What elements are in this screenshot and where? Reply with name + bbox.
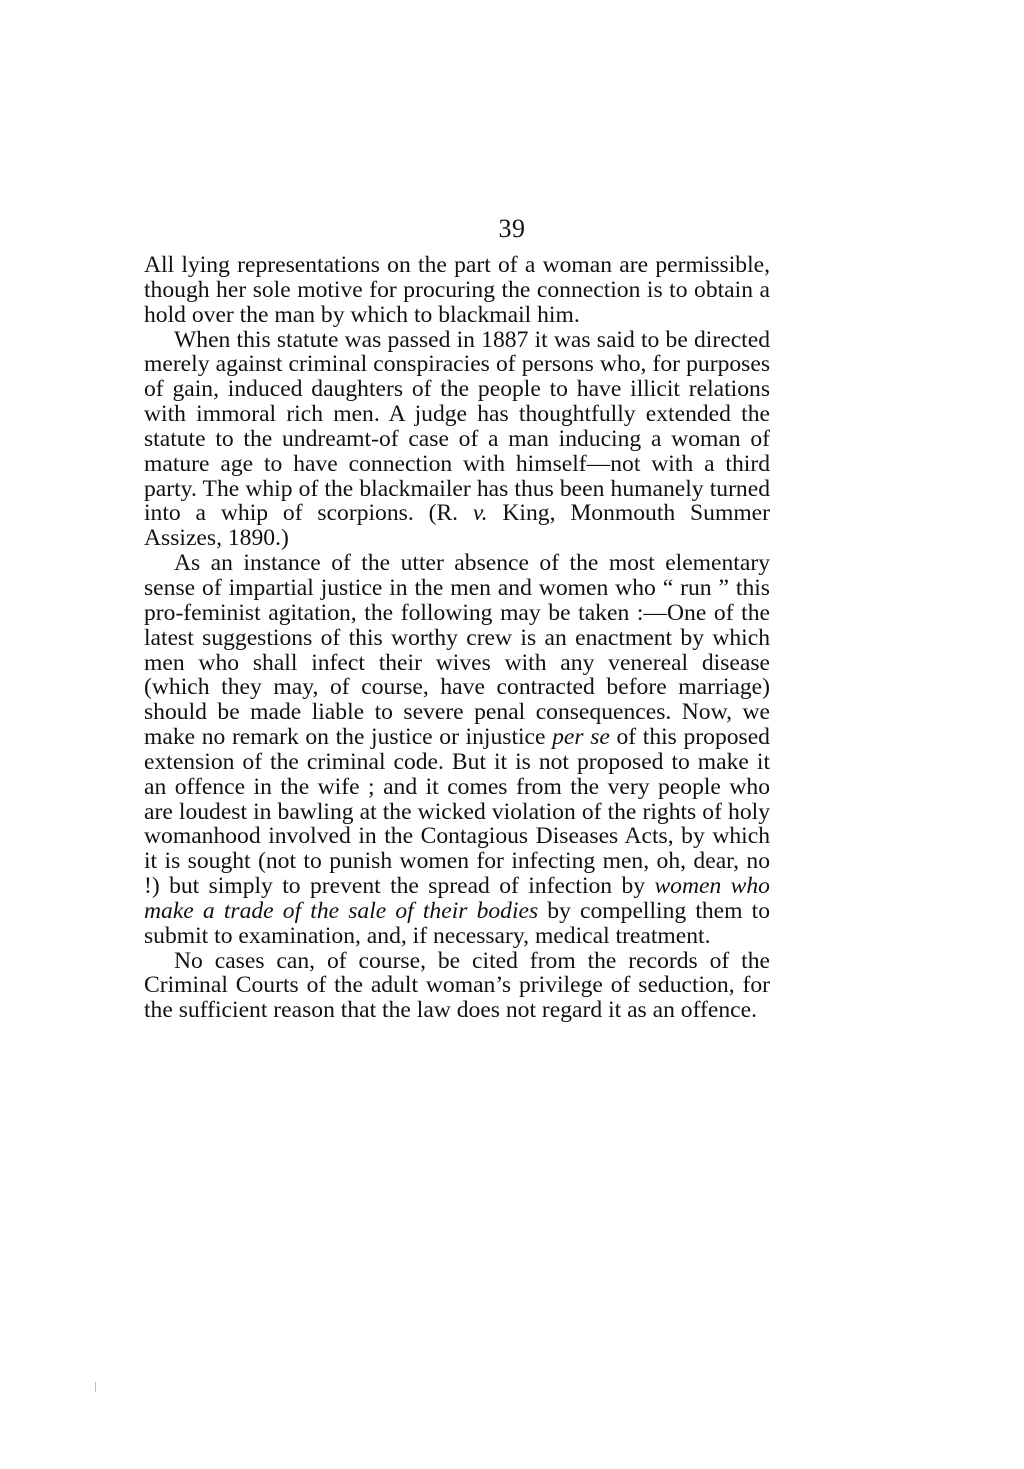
paragraph-3 <box>144 551 770 949</box>
paragraph-2-text-b: King, Monmouth Summer Assizes, 1890.) <box>144 500 770 552</box>
paragraph-1 <box>144 253 770 328</box>
paragraph-3-text-b: of this proposed extension of the criminal code. But it is not proposed to make it an offence in the wife ; and it comes from the very people who are loudest in bawling at the wicked violation of the rights of holy womanhood involved in the Contagious Diseases Acts, by which it is sought (not to punish women for infecting men, oh, dear, no !) but simply to prevent the spread of infection by <box>144 724 770 900</box>
body-text <box>144 253 770 1023</box>
paragraph-2-italic-versus: v. <box>472 500 488 527</box>
paragraph-3-italic-per-se: per se <box>552 724 610 751</box>
paragraph-2 <box>144 328 770 552</box>
paragraph-3-text-c: by compelling them to submit to examination, and, if necessary, medical treatment. <box>144 897 770 949</box>
paragraph-1-text: All lying representations on the part of a woman are permissible, though her sole motive for procuring the connection is to obtain a hold over the man by which to blackmail him. <box>144 252 770 328</box>
paragraph-3-italic-phrase: women who make a trade of the sale of their bodies <box>144 873 770 924</box>
paragraph-4 <box>144 949 770 1024</box>
margin-mark <box>95 1382 96 1392</box>
paragraph-4-text: No cases can, of course, be cited from the records of the Criminal Courts of the adult woman’s privilege of seduction, for the sufficient reason that the law does not regard it as an offence. <box>144 947 770 1024</box>
paragraph-2-text-a: When this statute was passed in 1887 it was said to be directed merely against criminal conspiracies of persons who, for purposes of gain, induced daughters of the people to have illicit relations with immoral rich men. A judge has thoughtfully extended the statute to the undreamt-of case of a man inducing a woman of mature age to have connection with himself—not with a third party. The whip of the blackmailer has thus been humanely turned into a whip of scorpions. (R. <box>144 326 770 527</box>
paragraph-3-text-a: As an instance of the utter absence of the most elementary sense of impartial justice in the men and women who “ run ” this pro-feminist agitation, the following may be taken :—One of the latest suggestions of this worthy crew is an enactment by which men who shall infect their wives with any venereal disease (which they may, of course, have contracted before marriage) should be made liable to severe penal consequences. Now, we make no remark on the justice or injustice <box>144 550 770 751</box>
page-number: 39 <box>498 214 526 243</box>
